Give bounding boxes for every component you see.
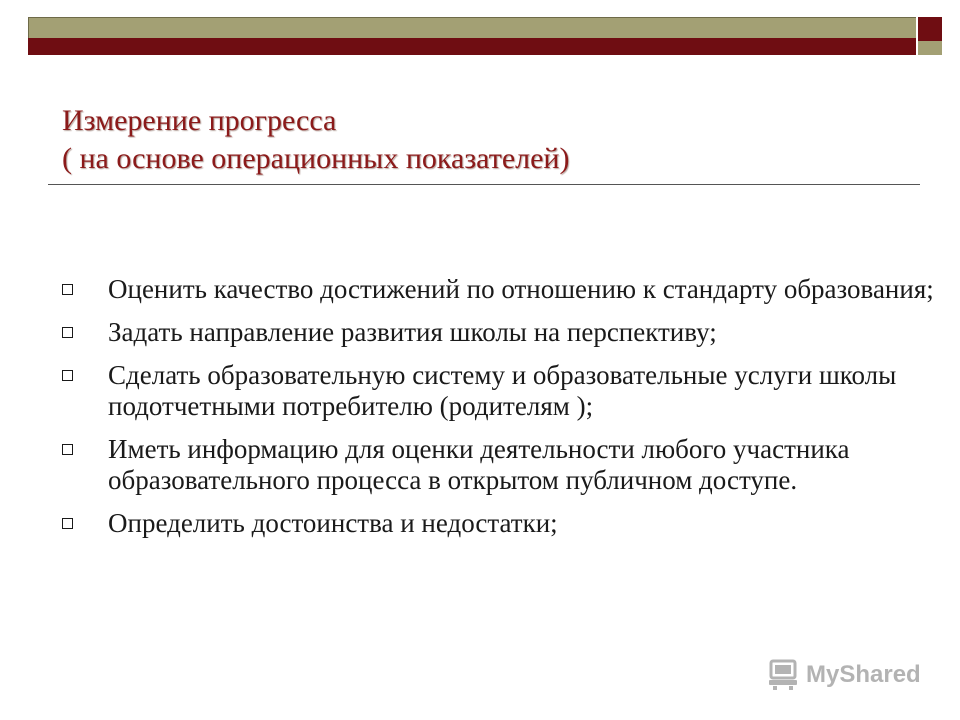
myshared-watermark [766, 658, 921, 692]
title-line-1: Измерение прогресса [62, 104, 337, 137]
title-line-2: ( на основе операционных показателей) [62, 142, 570, 175]
bullet-text: Сделать образовательную систему и образовательные услуги школы подотчетными потребителю (родителям ); [108, 360, 897, 421]
square-bullet-icon [62, 284, 73, 295]
bullet-list [56, 274, 936, 551]
bullet-item [56, 434, 936, 496]
square-bullet-icon [62, 518, 73, 529]
header-maroon-bar [28, 38, 916, 55]
bullet-item [56, 360, 936, 422]
square-bullet-icon [62, 327, 73, 338]
bullet-text: Иметь информацию для оценки деятельности любого участника образовательного процесса в открытом публичном доступе. [108, 434, 850, 495]
watermark-text: MyShared [806, 661, 921, 688]
bullet-text: Определить достоинства и недостатки; [108, 508, 558, 538]
myshared-logo-icon [766, 658, 800, 692]
corner-maroon-square [918, 17, 942, 41]
slide-title [62, 102, 922, 178]
bullet-item [56, 317, 936, 348]
square-bullet-icon [62, 370, 73, 381]
bullet-text: Оценить качество достижений по отношению к стандарту образования; [108, 274, 934, 304]
title-underline [48, 184, 920, 185]
corner-olive-square [918, 41, 942, 55]
square-bullet-icon [62, 444, 73, 455]
header-olive-bar [28, 17, 916, 38]
bullet-text: Задать направление развития школы на перспективу; [108, 317, 717, 347]
bullet-item [56, 274, 936, 305]
bullet-item [56, 508, 936, 539]
